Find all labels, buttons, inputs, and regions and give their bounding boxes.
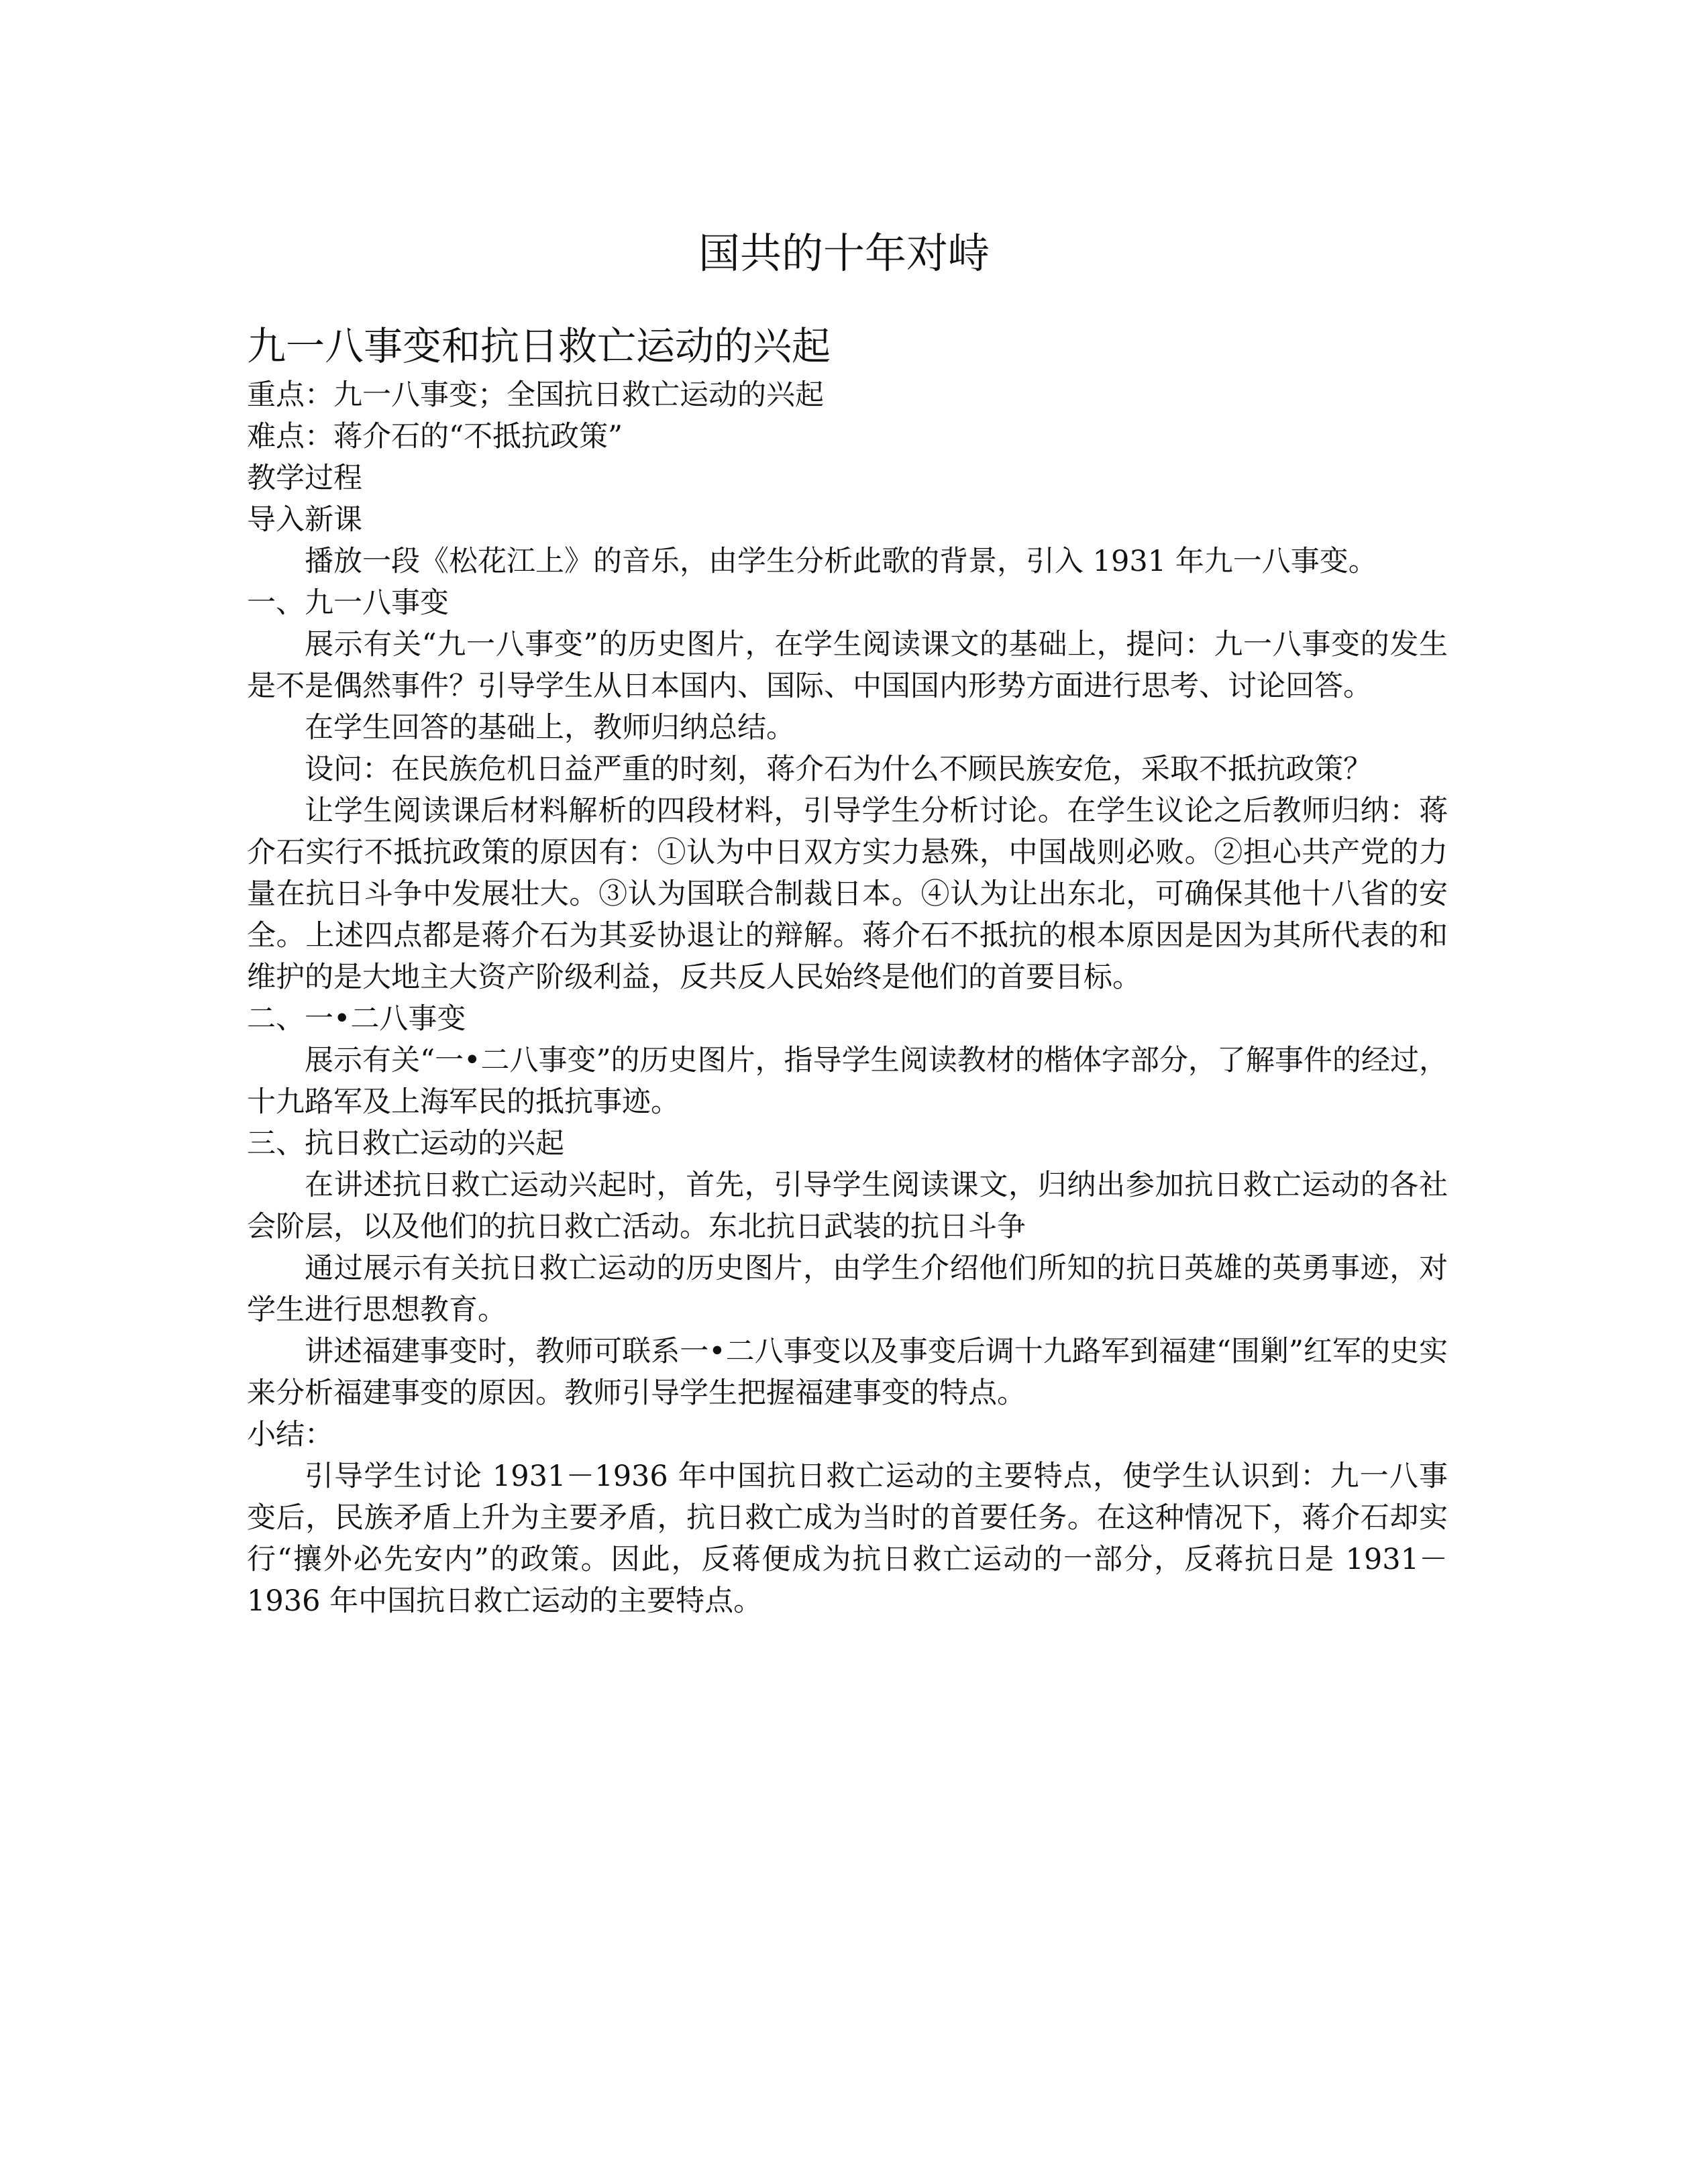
part2-paragraph-1: 展示有关“一•二八事变”的历史图片，指导学生阅读教材的楷体字部分，了解事件的经过，十九路军及上海军民的抵抗事迹。 [247, 1044, 1448, 1119]
process-heading: 教学过程 [247, 461, 362, 495]
part3-paragraph-3: 讲述福建事变时，教师可联系一•二八事变以及事变后调十九路军到福建“围剿”红军的史实来分析福建事变的原因。教师引导学生把握福建事变的特点。 [247, 1335, 1448, 1410]
part2-heading: 二、一•二八事变 [247, 1002, 466, 1036]
part1-paragraph-1: 展示有关“九一八事变”的历史图片，在学生阅读课文的基础上，提问：九一八事变的发生是不是偶然事件？引导学生从日本国内、国际、中国国内形势方面进行思考、讨论回答。 [247, 628, 1448, 703]
intro-heading: 导入新课 [247, 503, 362, 537]
document-title: 国共的十年对峙 [698, 229, 990, 278]
difficulty: 难点：蒋介石的“不抵抗政策” [247, 420, 623, 453]
summary-heading: 小结： [247, 1418, 333, 1452]
part3-paragraph-2: 通过展示有关抗日救亡运动的历史图片，由学生介绍他们所知的抗日英雄的英勇事迹，对学生进行思想教育。 [247, 1252, 1448, 1327]
part1-paragraph-2: 在学生回答的基础上，教师归纳总结。 [305, 711, 795, 745]
part3-heading: 三、抗日救亡运动的兴起 [247, 1127, 564, 1160]
key-points: 重点：九一八事变；全国抗日救亡运动的兴起 [247, 378, 824, 412]
part1-heading: 一、九一八事变 [247, 586, 449, 620]
part1-paragraph-4: 让学生阅读课后材料解析的四段材料，引导学生分析讨论。在学生议论之后教师归纳：蒋介石实行不抵抗政策的原因有：①认为中日双方实力悬殊，中国战则必败。②担心共产党的力量在抗日斗争中发展壮大。③认为国联合制裁日本。④认为让出东北，可确保其他十八省的安全。上述四点都是蒋介石为其妥协退让的辩解。蒋介石不抵抗的根本原因是因为其所代表的和维护的是大地主大资产阶级利益，反共反人民始终是他们的首要目标。 [247, 794, 1448, 994]
summary-paragraph: 引导学生讨论 1931－1936 年中国抗日救亡运动的主要特点，使学生认识到：九一八事变后，民族矛盾上升为主要矛盾，抗日救亡成为当时的首要任务。在这种情况下，蒋介石却实行“攘外必先安内”的政策。因此，反蒋便成为抗日救亡运动的一部分，反蒋抗日是 1931－1936 年中国抗日救亡运动的主要特点。 [247, 1460, 1448, 1618]
document-body [247, 321, 1448, 1622]
section-title: 九一八事变和抗日救亡运动的兴起 [247, 323, 831, 369]
part1-paragraph-3: 设问：在民族危机日益严重的时刻，蒋介石为什么不顾民族安危，采取不抵抗政策？ [305, 753, 1372, 786]
intro-paragraph: 播放一段《松花江上》的音乐，由学生分析此歌的背景，引入 1931 年九一八事变。 [305, 545, 1377, 578]
part3-paragraph-1: 在讲述抗日救亡运动兴起时，首先，引导学生阅读课文，归纳出参加抗日救亡运动的各社会阶层，以及他们的抗日救亡活动。东北抗日武装的抗日斗争 [247, 1168, 1448, 1244]
